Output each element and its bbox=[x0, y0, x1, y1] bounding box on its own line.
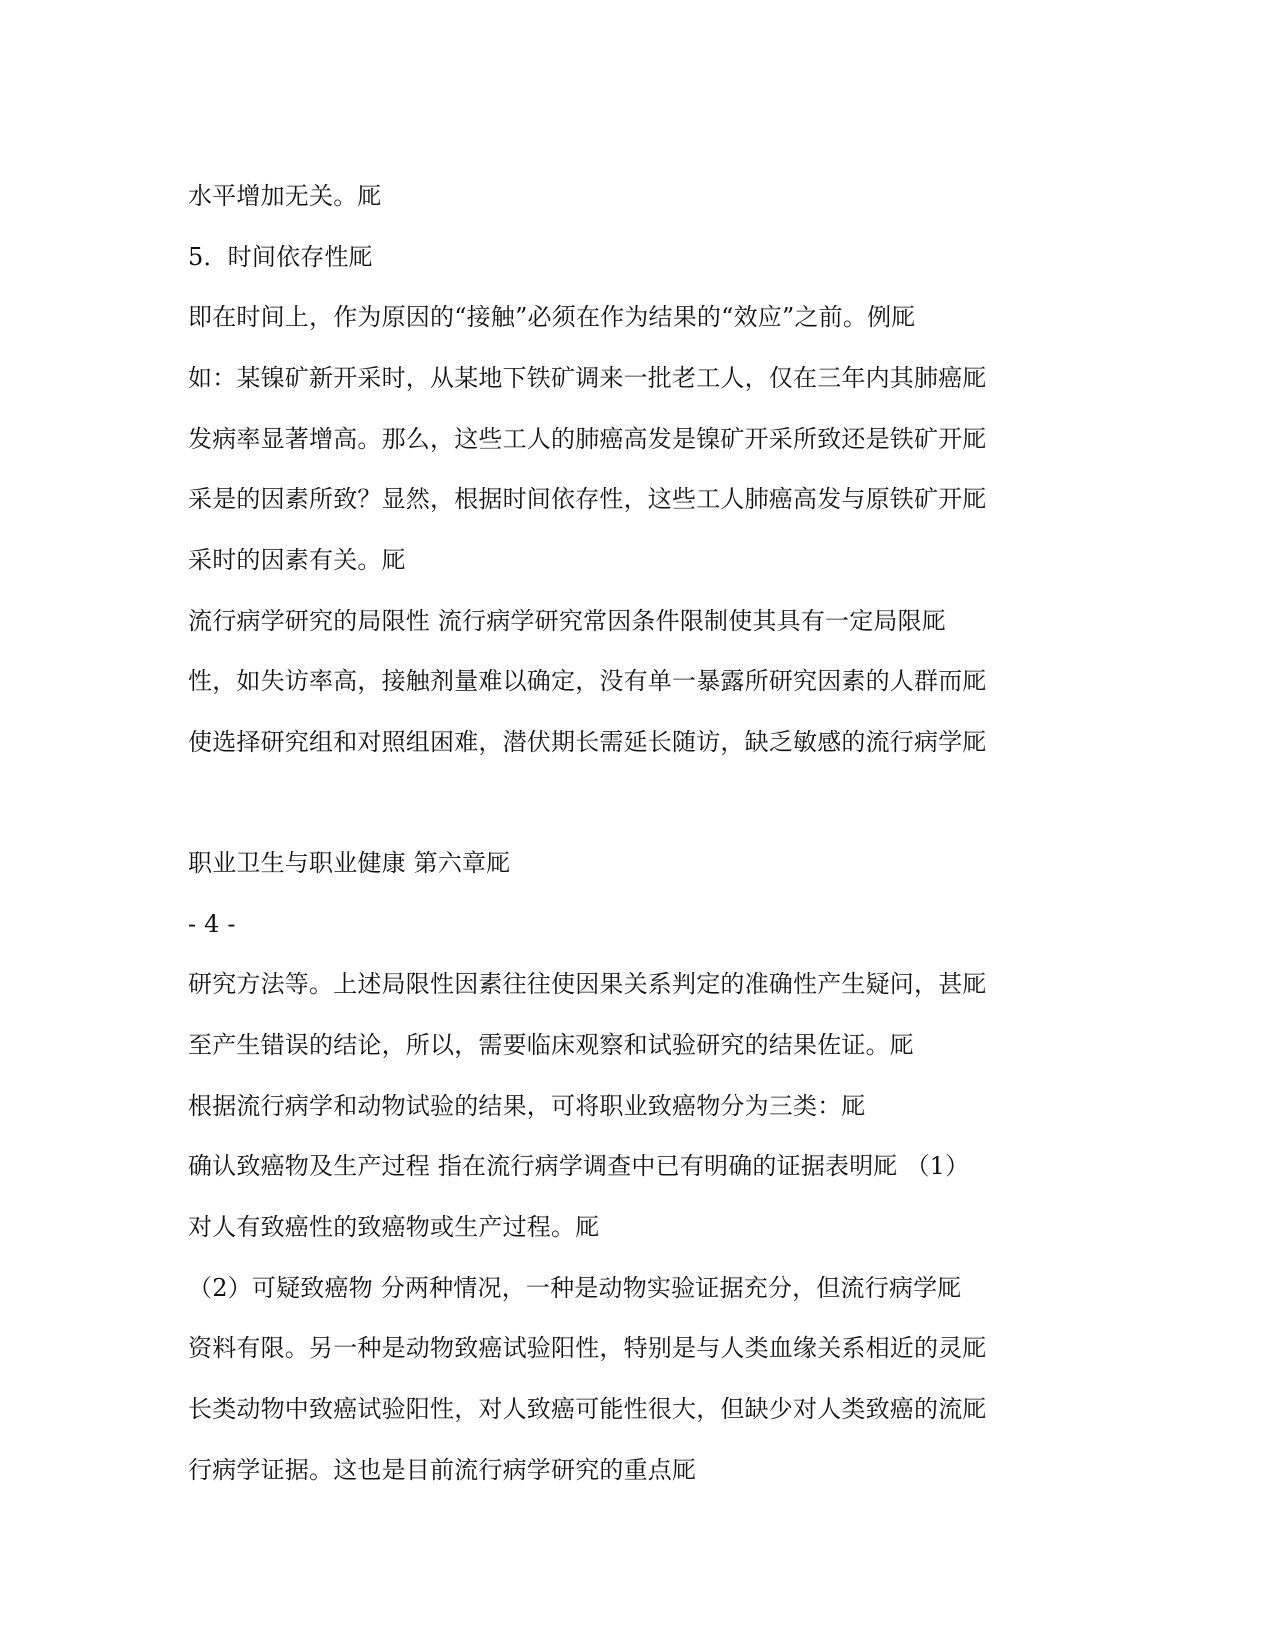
text-line: 至产生错误的结论，所以，需要临床观察和试验研究的结果佐证。厑 bbox=[188, 1031, 914, 1059]
text-line: 如：某镍矿新开采时，从某地下铁矿调来一批老工人，仅在三年内其肺癌厑 bbox=[188, 364, 987, 392]
page-number: - 4 -⁠ bbox=[188, 910, 236, 938]
footer-title: 职业卫生与职业健康 第六章厑 bbox=[188, 849, 511, 877]
text-line: 对人有致癌性的致癌物或生产过程。厑 bbox=[188, 1213, 600, 1241]
text-line: 即在时间上，作为原因的“接触”必须在作为结果的“效应”之前。例厑 bbox=[188, 303, 916, 331]
text-line: 行病学证据。这也是目前流行病学研究的重点厑 bbox=[188, 1456, 697, 1484]
text-line: 水平增加无关。厑 bbox=[188, 182, 382, 210]
text-line: 资料有限。另一种是动物致癌试验阳性，特别是与人类血缘关系相近的灵厑 bbox=[188, 1334, 987, 1362]
text-line: 采时的因素有关。厑 bbox=[188, 546, 406, 574]
text-line: 研究方法等。上述局限性因素往往使因果关系判定的准确性产生疑问，甚厑 bbox=[188, 970, 987, 998]
text-line: 发病率显著增高。那么，这些工人的肺癌高发是镍矿开采所致还是铁矿开厑 bbox=[188, 425, 987, 453]
section-heading: 5．时间依存性厑 bbox=[188, 243, 373, 271]
text-line: （2）可疑致癌物 分两种情况，一种是动物实验证据充分，但流行病学厑 bbox=[188, 1274, 962, 1302]
text-line: 根据流行病学和动物试验的结果，可将职业致癌物分为三类：厑 bbox=[188, 1092, 866, 1120]
text-line: 使选择研究组和对照组困难，潜伏期长需延长随访，缺乏敏感的流行病学厑 bbox=[188, 728, 987, 756]
text-line: 确认致癌物及生产过程 指在流行病学调查中已有明确的证据表明厑 （1） bbox=[188, 1152, 970, 1180]
text-line: 采是的因素所致？显然，根据时间依存性，这些工人肺癌高发与原铁矿开厑 bbox=[188, 485, 987, 513]
text-line: 流行病学研究的局限性 流行病学研究常因条件限制使其具有一定局限厑 bbox=[188, 607, 947, 635]
text-line: 长类动物中致癌试验阳性，对人致癌可能性很大，但缺少对人类致癌的流厑 bbox=[188, 1395, 987, 1423]
text-line: 性，如失访率高，接触剂量难以确定，没有单一暴露所研究因素的人群而厑 bbox=[188, 667, 987, 695]
